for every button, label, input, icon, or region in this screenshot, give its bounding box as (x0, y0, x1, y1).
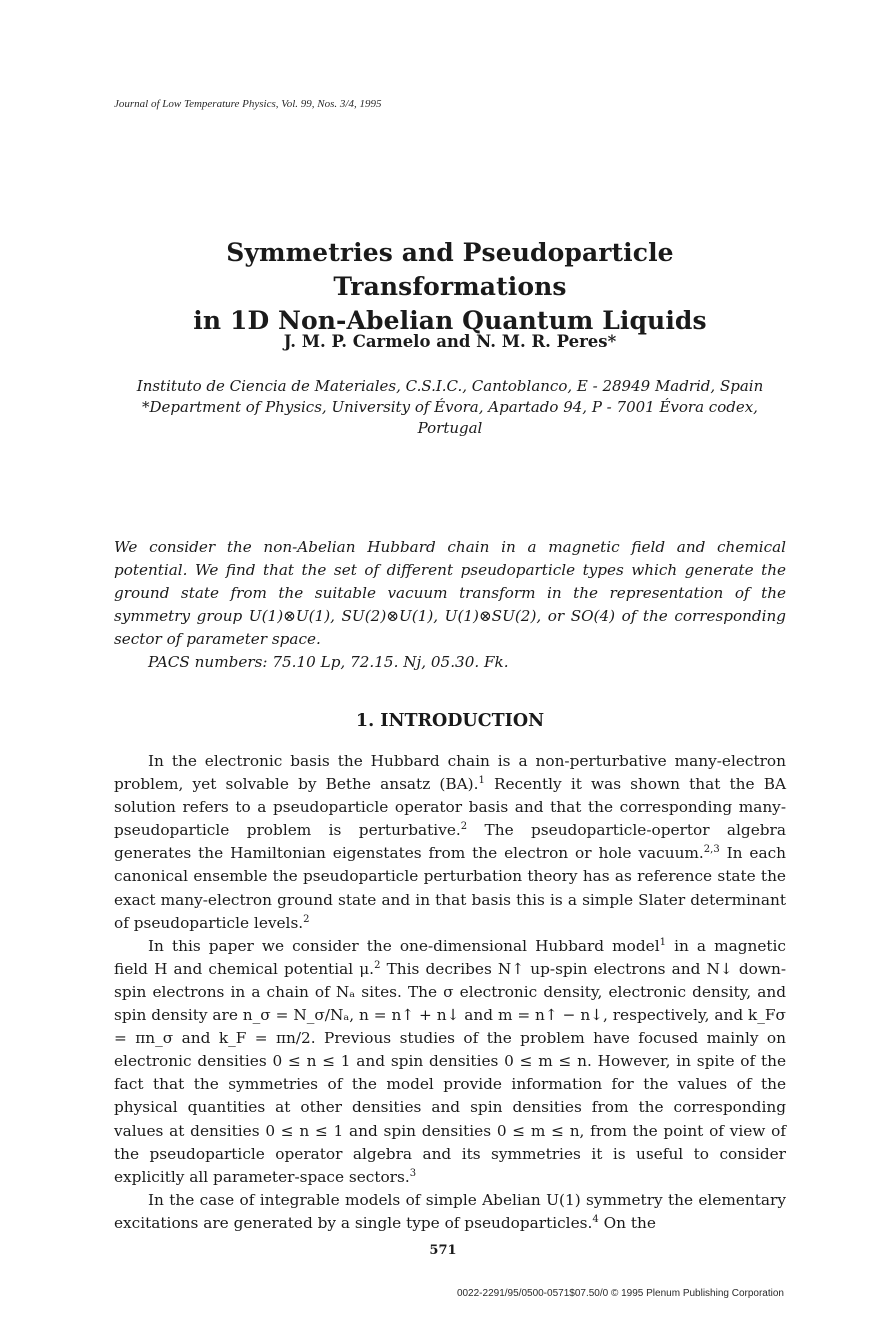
paragraph-3 (114, 1189, 786, 1235)
p3-text-b: On the (598, 1213, 656, 1232)
body-text (114, 750, 786, 1235)
journal-citation: Journal of Low Temperature Physics, Vol. 99, Nos. 3/4, 1995 (114, 98, 382, 110)
p1-text-b: Recently it was shown that the BA solution refers to a pseudoparticle operator basis and that the corresponding many-pseudoparticle problem is perturbative. (114, 775, 786, 840)
affiliations (114, 376, 786, 439)
abstract-text: We consider the non-Abelian Hubbard chain in a magnetic field and chemical potential. We find that the set of different pseudoparticle types which generate the ground state from the suitable vacuum transform in the representation of the symmetry group U(1)⊗U(1), SU(2)⊗U(1), U(1)⊗SU(2), or SO(4) of the corresponding sector of parameter space. (114, 538, 786, 648)
pacs-numbers: PACS numbers: 75.10 Lp, 72.15. Nj, 05.30. Fk. (148, 653, 509, 671)
p1-text-c: The pseudoparticle-opertor algebra generates the Hamiltonian eigenstates from the electron or hole vacuum. (114, 821, 786, 863)
citation-ref: 3 (409, 1167, 417, 1179)
affiliation-2: *Department of Physics, University of Évora, Apartado 94, P - 7001 Évora codex, (142, 398, 758, 416)
p2-text: In this paper we consider the one-dimensional Hubbard model (148, 936, 660, 955)
paragraph-2 (114, 935, 786, 1189)
citation-ref: 2 (374, 959, 381, 971)
citation-ref: 2 (303, 913, 310, 925)
citation-ref: 2 (460, 821, 468, 833)
p2-text-b: in a magnetic field H and chemical potential μ. (114, 936, 786, 978)
affiliation-1: Instituto de Ciencia de Materiales, C.S.I.C., Cantoblanco, E - 28949 Madrid, Spain (136, 377, 764, 395)
copyright-line: 0022-2291/95/0500-0571$07.50/0 © 1995 Plenum Publishing Corporation (456, 1288, 784, 1299)
title-line-1: Symmetries and Pseudoparticle Transformations (226, 238, 674, 301)
citation-ref: 1 (659, 936, 666, 948)
abstract (114, 536, 786, 674)
p3-text: In the case of integrable models of simple Abelian U(1) symmetry the elementary excitations are generated by a single type of pseudoparticles. (114, 1190, 786, 1232)
title-line-2: in 1D Non-Abelian Quantum Liquids (193, 306, 707, 335)
paragraph-1 (114, 750, 786, 935)
p2-text-c: This decribes N↑ up-spin electrons and N↓ down-spin electrons in a chain of Nₐ sites. The σ electronic density, electronic density, and spin density are n_σ = N_σ/Nₐ, n = n↑ + n↓ and m = n↑ − n↓, respectively, and k_Fσ = πn_σ and k_F = πn/2. Previous studies of the problem have focused mainly on electronic densities 0 ≤ n ≤ 1 and spin densities 0 ≤ m ≤ n. However, in spite of the fact that the symmetries of the model provide information for the values of the physical quantities at other densities and spin densities from the corresponding values at densities 0 ≤ n ≤ 1 and spin densities 0 ≤ m ≤ n, from the point of view of the pseudoparticle operator algebra and its symmetries it is useful to consider explicitly all parameter-space sectors. (114, 959, 786, 1186)
p1-text-d: In each canonical ensemble the pseudoparticle perturbation theory has as reference state the exact many-electron ground state and in that basis this is a simple Slater determinant of pseudoparticle levels. (114, 844, 786, 932)
affiliation-3: Portugal (417, 419, 483, 437)
citation-ref: 2,3 (703, 844, 720, 856)
citation-ref: 4 (592, 1213, 599, 1225)
citation-ref: 1 (478, 775, 485, 786)
p1-text: In the electronic basis the Hubbard chain is a non-perturbative many-electron problem, yet solvable by Bethe ansatz (BA). (114, 752, 786, 794)
authors: J. M. P. Carmelo and N. M. R. Peres* (283, 332, 617, 351)
page-number: 571 (429, 1243, 457, 1258)
paper-title (114, 236, 786, 338)
section-heading: 1. INTRODUCTION (355, 711, 545, 731)
